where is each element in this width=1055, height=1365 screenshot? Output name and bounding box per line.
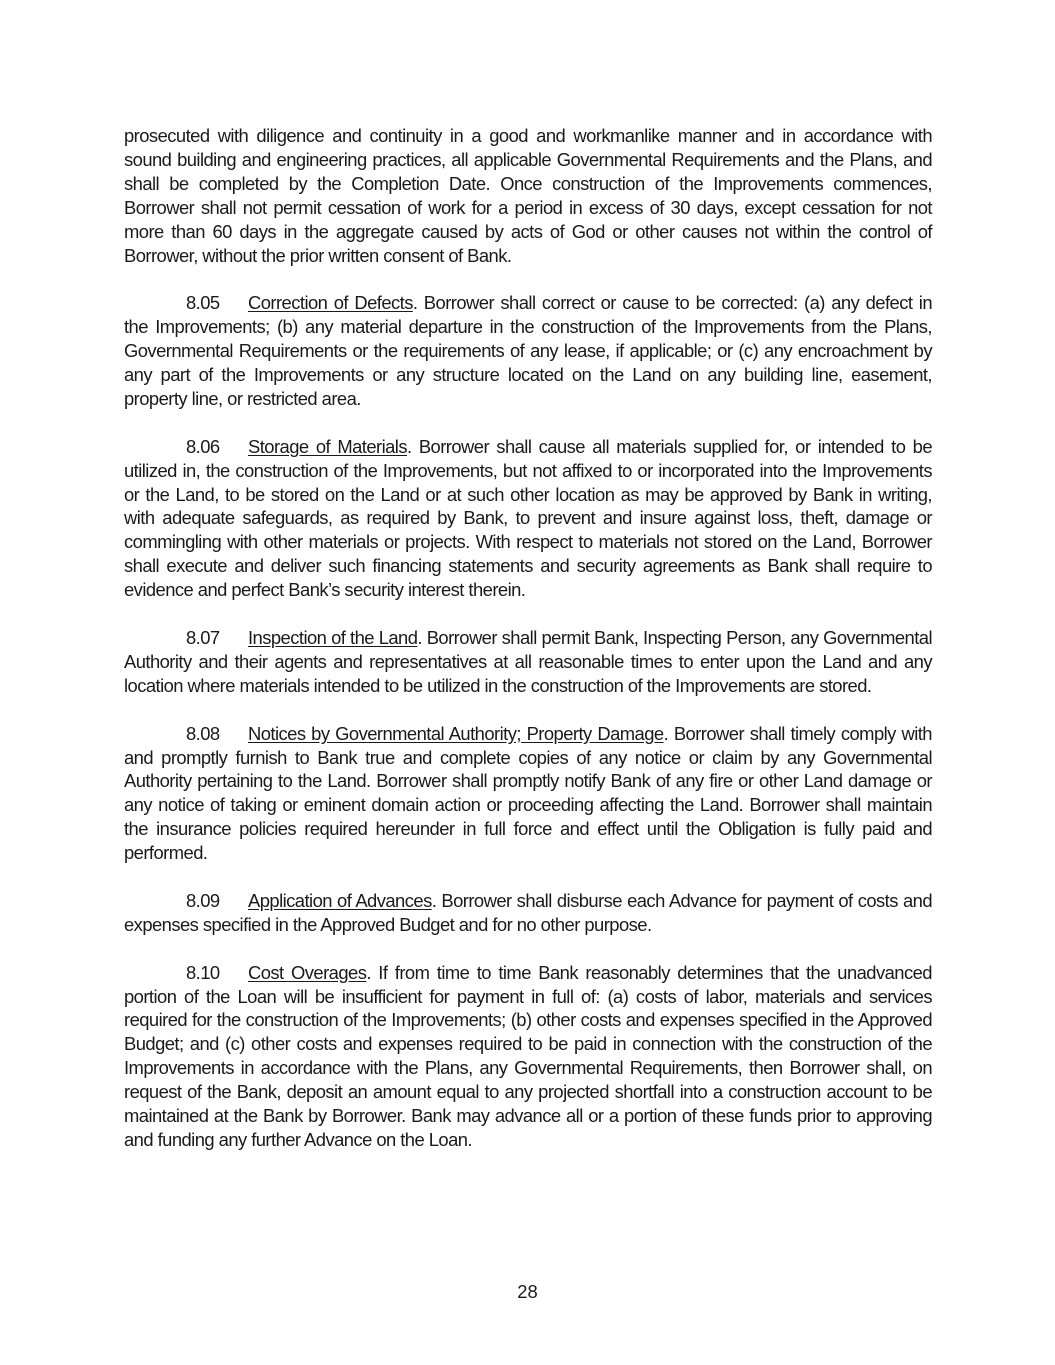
section-8-05 — [124, 291, 932, 411]
section-title: Storage of Materials — [248, 435, 407, 457]
section-title: Cost Overages — [248, 961, 367, 983]
section-number: 8.05 — [186, 292, 220, 314]
section-8-09 — [124, 889, 932, 937]
continuation-paragraph: prosecuted with diligence and continuity in a good and workmanlike manner and in accordance with sound building and engineering practices, all applicable Governmental Requirements and the Plans, and shall be completed by the Completion Date. Once construction of the Improvements commences, Borrower shall not permit cessation of work for a period in excess of 30 days, except cessation for not more than 60 days in the aggregate caused by acts of God or other causes not within the control of Borrower, without the prior written consent of Bank. — [124, 125, 932, 266]
section-number: 8.08 — [186, 722, 220, 744]
section-title: Inspection of the Land — [248, 626, 418, 648]
section-body: . Borrower shall cause all materials supplied for, or intended to be utilized in, the construction of the Improvements, but not affixed to or incorporated into the Improvements or the Land, to be stored on the Land or at such other location as may be approved by Bank in writing, with adequate safeguards, as required by Bank, to prevent and insure against loss, theft, damage or commingling with other materials or projects. With respect to materials not stored on the Land, Borrower shall execute and deliver such financing statements and security agreements as Bank shall require to evidence and perfect Bank’s security interest therein. — [124, 435, 932, 601]
page-number: 28 — [517, 1281, 538, 1302]
document-page — [124, 124, 932, 1176]
section-body: . If from time to time Bank reasonably determines that the unadvanced portion of the Loan will be insufficient for payment in full of: (a) costs of labor, materials and services required for the construction of the Improvements; (b) other costs and expenses specified in the Approved Budget; and (c) other costs and expenses required to be paid in connection with the construction of the Improvements in accordance with the Plans, any Governmental Requirements, then Borrower shall, on request of the Bank, deposit an amount equal to any projected shortfall into a construction account to be maintained at the Bank by Borrower. Bank may advance all or a portion of these funds prior to approving and funding any further Advance on the Loan. — [124, 961, 932, 1150]
section-8-08 — [124, 722, 932, 865]
section-title: Application of Advances — [248, 889, 432, 911]
section-body: . Borrower shall timely comply with and promptly furnish to Bank true and complete copies of any notice or claim by any Governmental Authority pertaining to the Land. Borrower shall promptly notify Bank of any fire or other Land damage or any notice of taking or eminent domain action or proceeding affecting the Land. Borrower shall maintain the insurance policies required hereunder in full force and effect until the Obligation is fully paid and performed. — [124, 722, 932, 864]
section-body: . Borrower shall disburse each Advance for payment of costs and expenses specified in the Approved Budget and for no other purpose. — [124, 889, 933, 935]
section-number: 8.06 — [186, 435, 220, 457]
section-title: Correction of Defects — [248, 292, 413, 314]
section-body: . Borrower shall correct or cause to be corrected: (a) any defect in the Improvements; (b) any material departure in the construction of the Improvements from the Plans, Governmental Requirements or the requirements of any lease, if applicable; or (c) any encroachment by any part of the Improvements or any structure located on the Land on any building line, easement, property line, or restricted area. — [124, 292, 933, 409]
section-8-07 — [124, 626, 932, 698]
section-body: . Borrower shall permit Bank, Inspecting Person, any Governmental Authority and their agents and representatives at all reasonable times to enter upon the Land and any location where materials intended to be utilized in the construction of the Improvements are stored. — [124, 626, 932, 696]
section-title: Notices by Governmental Authority; Property Damage — [248, 722, 664, 744]
section-number: 8.10 — [186, 961, 220, 983]
section-number: 8.09 — [186, 889, 220, 911]
section-8-10 — [124, 961, 932, 1152]
section-number: 8.07 — [186, 626, 220, 648]
section-8-06 — [124, 435, 932, 602]
